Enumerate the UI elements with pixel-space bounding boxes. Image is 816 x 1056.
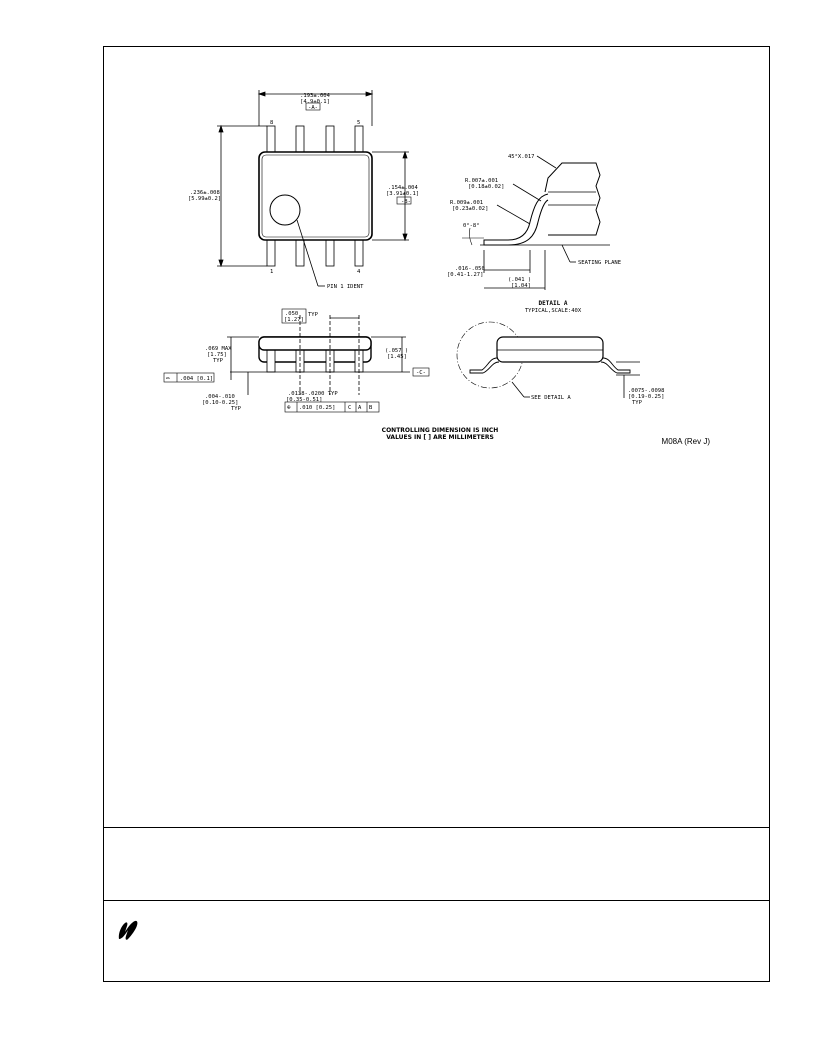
detail-a-subtitle: TYPICAL,SCALE:40X (524, 308, 582, 314)
flatness-tol: .004 [0.1] (180, 376, 214, 382)
max-height-mm: [1.75] (207, 352, 227, 358)
pin-4 (355, 240, 363, 266)
pin-3 (326, 240, 334, 266)
lead-width-mm: [0.35-0.51] (286, 397, 323, 403)
national-semiconductor-logo-icon (116, 918, 140, 942)
datum-c: -C- (416, 370, 426, 376)
lead-width-in: .0138-.0200 TYP (288, 391, 338, 397)
pin-8 (267, 126, 275, 152)
body-dim-mm: [3.91±0.1] (386, 191, 420, 197)
pin-7 (296, 126, 304, 152)
radius-1-in: R.007±.001 (465, 178, 499, 184)
package-drawing (0, 0, 816, 470)
radius-1-mm: [0.18±0.02] (468, 184, 505, 190)
pin-label-4: 4 (357, 269, 361, 275)
detail-a-title: DETAIL A (538, 300, 568, 307)
foot-mm: [1.04] (511, 283, 531, 289)
standoff-mm: [0.10-0.25] (202, 400, 239, 406)
see-detail-label: SEE DETAIL A (531, 395, 571, 401)
revision-label: M08A (Rev J) (661, 437, 710, 446)
pin-1 (267, 240, 275, 266)
width-dim-in: .193±.004 (300, 93, 330, 99)
end-view (457, 322, 640, 398)
width-dim-mm: [4.9±0.1] (300, 99, 330, 105)
pin-label-1: 1 (270, 269, 274, 275)
foot-in: (.041 ) (508, 277, 532, 283)
datum-b: -B- (401, 199, 411, 205)
body-height-in: (.057 ) (385, 348, 409, 354)
thickness-typ: TYP (632, 400, 642, 406)
pin1-ident-label: PIN 1 IDENT (327, 284, 364, 290)
note-line-1: CONTROLLING DIMENSION IS INCH (381, 427, 499, 434)
pitch-typ: TYP (308, 312, 318, 318)
position-tol: .010 [0.25] (299, 405, 336, 411)
position-symbol-icon: ⊕ (287, 404, 291, 411)
seating-plane-label: SEATING PLANE (578, 260, 622, 266)
pitch-in: .050 (285, 311, 299, 317)
height-dim-mm: [5.99±0.2] (188, 196, 222, 202)
controlling-dimension-note (330, 427, 550, 441)
radius-2-mm: [0.23±0.02] (452, 206, 489, 212)
ref-b: B (369, 405, 373, 411)
note-line-2: VALUES IN [ ] ARE MILLIMETERS (386, 434, 494, 441)
standoff-in: .004-.010 (205, 394, 235, 400)
ref-a: A (358, 405, 362, 411)
radius-2-in: R.009±.001 (450, 200, 484, 206)
top-view (217, 90, 411, 286)
chamfer-label: 45°X.017 (508, 154, 535, 160)
thickness-in: .0075-.0098 (628, 388, 665, 394)
max-height-typ: TYP (213, 358, 223, 364)
angle-label: 0°-8° (463, 223, 480, 229)
standoff-typ: TYP (231, 406, 241, 412)
flatness-symbol-icon: ⌓ (166, 375, 170, 382)
body-height-mm: [1.45] (387, 354, 407, 360)
thickness-mm: [0.19-0.25] (628, 394, 665, 400)
ref-c: C (348, 405, 352, 411)
package-body (259, 152, 372, 240)
pitch-mm: [1.27] (284, 317, 304, 323)
datum-a: -A- (308, 105, 318, 111)
divider-upper (103, 827, 770, 828)
lead-len-mm: [0.41-1.27] (447, 272, 484, 278)
pin-6 (326, 126, 334, 152)
pin-label-5: 5 (357, 120, 361, 126)
pin-5 (355, 126, 363, 152)
lead-len-in: .016-.050 (455, 266, 485, 272)
body-dim-in: .154±.004 (388, 185, 418, 191)
pin-2 (296, 240, 304, 266)
max-height-in: .069 MAX (205, 346, 232, 352)
pin-label-8: 8 (270, 120, 274, 126)
height-dim-in: .236±.008 (190, 190, 220, 196)
divider-lower (103, 900, 770, 901)
dimension-labels (166, 93, 664, 412)
